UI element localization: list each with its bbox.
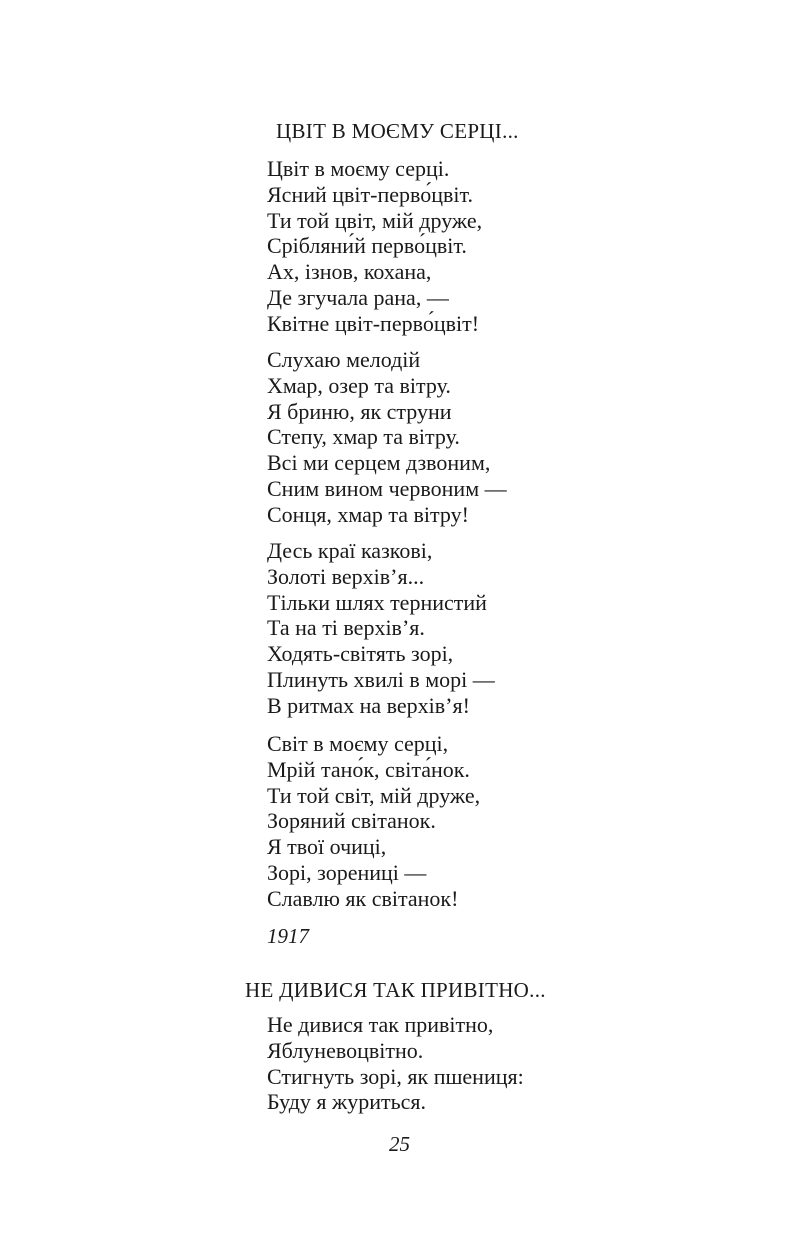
verse-line: Сним вином червоним — [267, 475, 507, 501]
verse-line: Плинуть хвилі в морі — [267, 666, 495, 692]
verse-line: Зорі, зорениці — [267, 859, 427, 885]
verse-line: Сонця, хмар та вітру! [267, 501, 469, 527]
verse-line: Цвіт в моєму серці. [267, 156, 450, 181]
verse-line: Мрій тано́к, світа́нок. [267, 756, 470, 782]
verse-line: Всі ми серцем дзвоним, [267, 450, 491, 476]
verse-line: Слухаю мелодій [267, 347, 421, 372]
verse-line: Світ в моєму серці, [267, 731, 449, 756]
verse-line: В ритмах на верхів’я! [267, 692, 470, 718]
verse-line: Ходять-світять зорі, [267, 641, 454, 667]
poem-date: 1917 [267, 924, 309, 948]
verse-line: Та на ті верхів’я. [267, 615, 425, 641]
verse-line: Зоряний світанок. [267, 808, 436, 834]
poem-title: НЕ ДИВИСЯ ТАК ПРИВІТНО... [245, 978, 546, 1002]
verse-line: Золоті верхів’я... [267, 563, 425, 589]
verse-line: Я твої очиці, [267, 834, 387, 860]
verse-line: Стигнуть зорі, як пшениця: [267, 1063, 524, 1089]
verse-line: Квітне цвіт-перво́цвіт! [267, 310, 480, 336]
verse-line: Буду я журиться. [267, 1089, 427, 1115]
stanza [267, 347, 507, 528]
verse-line: Де згучала рана, — [267, 284, 449, 310]
verse-line: Ти той світ, мій друже, [267, 782, 481, 808]
verse-line: Срібляни́й перво́цвіт. [267, 233, 467, 259]
stanza [267, 1012, 524, 1115]
verse-line: Степу, хмар та вітру. [267, 424, 460, 450]
verse-line: Хмар, озер та вітру. [267, 372, 451, 398]
verse-line: Не дивися так привітно, [267, 1012, 494, 1037]
verse-line: Ти той цвіт, мій друже, [267, 207, 483, 233]
verse-line: Ясний цвіт-перво́цвіт. [267, 181, 473, 207]
stanza [267, 156, 482, 337]
verse-line: Яблуневоцвітно. [267, 1037, 424, 1063]
verse-line: Славлю як світанок! [267, 885, 459, 911]
verse-line: Тільки шлях тернистий [267, 589, 487, 615]
verse-line: Я бриню, як струни [267, 398, 452, 424]
verse-line: Ах, ізнов, кохана, [267, 259, 432, 285]
verse-line: Десь краї казкові, [267, 538, 433, 563]
poem-title: ЦВІТ В МОЄМУ СЕРЦІ... [276, 119, 519, 143]
stanza [267, 538, 495, 719]
stanza [267, 731, 480, 912]
page-number: 25 [389, 1132, 410, 1156]
